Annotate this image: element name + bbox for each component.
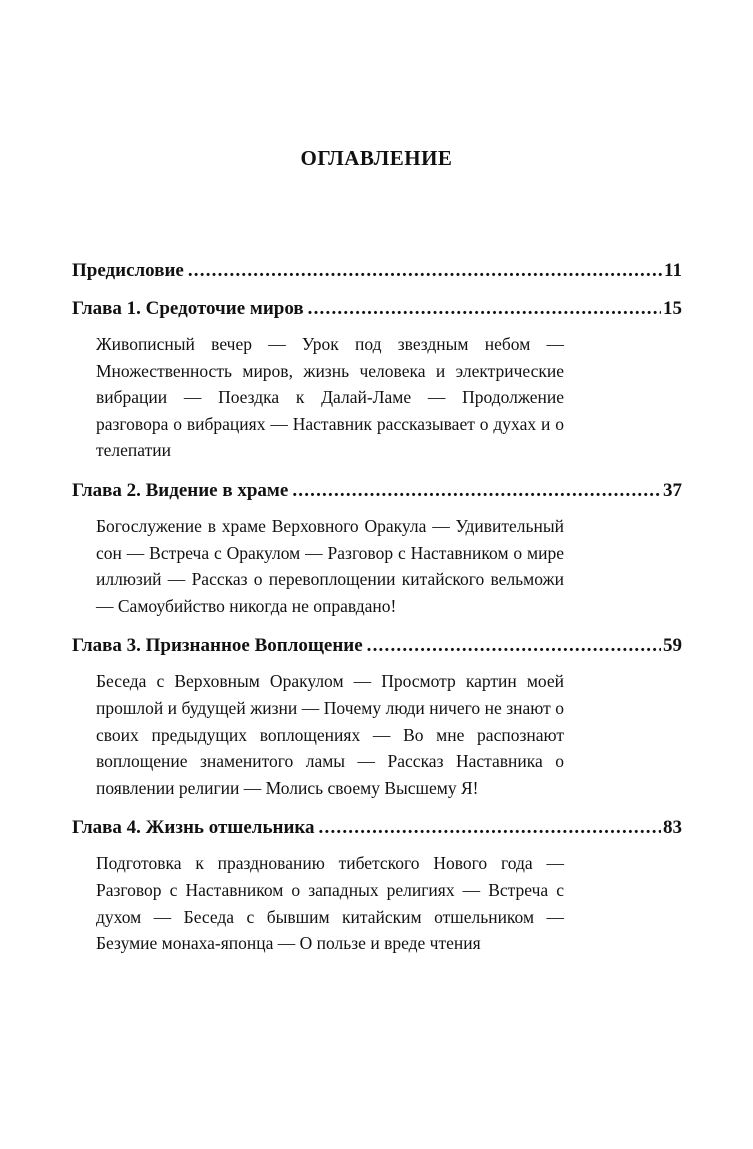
toc-entry-description: Живописный вечер — Урок под звездным небом — Множественность миров, жизнь человека и электрические вибрации — Поездка к Далай-Ламе — Продолжение разговора о вибрациях — Наставник рассказывает о духах и о телепатии	[96, 334, 564, 461]
toc-entry-chapter-3	[72, 631, 682, 801]
toc-entry-page-number: 11	[664, 260, 682, 281]
toc-entry-preface	[72, 256, 682, 294]
dot-leader	[319, 813, 661, 843]
toc-entry-heading	[72, 476, 682, 506]
toc-entry-page-number: 37	[663, 479, 682, 501]
toc-entry-heading	[72, 294, 682, 324]
toc-entry-chapter-1	[72, 294, 682, 464]
toc-entry-chapter-4	[72, 813, 682, 956]
page-title: ОГЛАВЛЕНИЕ	[300, 146, 453, 170]
dot-leader	[292, 476, 661, 506]
entry-spacer	[72, 286, 682, 294]
toc-entry-description: Богослужение в храме Верховного Оракула — Удивительный сон — Встреча с Оракулом — Разговор с Наставником о мире иллюзий — Рассказ о перевоплощении китайского вельможи — Самоубийство никогда не оправдано!	[96, 515, 564, 616]
table-of-contents	[72, 256, 682, 969]
toc-entry-page-number: 15	[663, 298, 682, 319]
toc-entry-label: Глава 2. Видение в храме	[72, 479, 289, 501]
toc-entry-heading	[72, 256, 682, 286]
toc-entry-heading	[72, 631, 682, 661]
toc-entry-description: Подготовка к празднованию тибетского Нового года — Разговор с Наставником о западных религиях — Встреча с духом — Беседа с бывшим китайским отшельником — Безумие монаха-японца — О пользе и вреде чтения	[96, 853, 564, 954]
toc-entry-label: Глава 4. Жизнь отшельника	[72, 817, 315, 839]
toc-entry-label: Предисловие	[72, 260, 184, 281]
toc-entry-heading	[72, 813, 682, 843]
toc-entry-label: Глава 1. Средоточие миров	[72, 298, 304, 319]
dot-leader	[188, 256, 662, 286]
toc-entry-description: Беседа с Верховным Оракулом — Просмотр картин моей прошлой и будущей жизни — Почему люди ничего не знают о своих предыдущих воплощениях — Во мне распознают воплощение знаменитого ламы — Рассказ Наставника о появлении религии — Молись своему Высшему Я!	[96, 671, 564, 798]
toc-entry-page-number: 59	[663, 635, 682, 657]
dot-leader	[308, 294, 661, 324]
toc-entry-chapter-2	[72, 476, 682, 619]
dot-leader	[367, 631, 661, 661]
toc-entry-page-number: 83	[663, 817, 682, 839]
toc-entry-label: Глава 3. Признанное Воплощение	[72, 635, 363, 657]
